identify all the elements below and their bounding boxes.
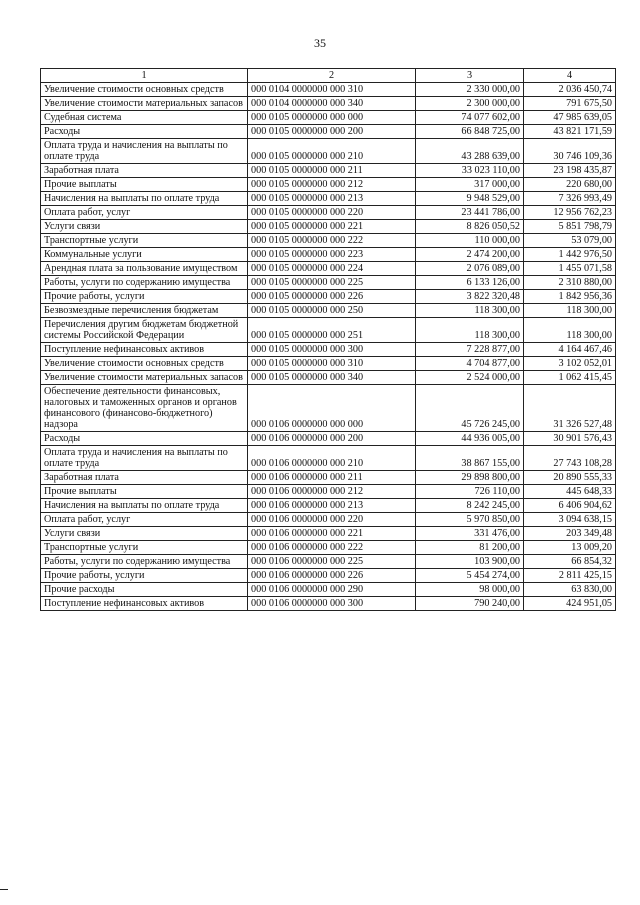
row-name-cell: Транспортные услуги [41,234,248,248]
table-row [41,357,616,371]
row-name-cell: Начисления на выплаты по оплате труда [41,192,248,206]
row-plan-cell: 7 228 877,00 [416,343,524,357]
row-code-cell: 000 0106 0000000 000 213 [248,499,416,513]
row-name-cell: Прочие выплаты [41,178,248,192]
row-name-cell: Работы, услуги по содержанию имущества [41,555,248,569]
row-fact-cell: 203 349,48 [524,527,616,541]
row-name-cell: Заработная плата [41,471,248,485]
row-name-cell: Заработная плата [41,164,248,178]
row-code-cell: 000 0106 0000000 000 222 [248,541,416,555]
row-name-cell: Оплата работ, услуг [41,206,248,220]
row-fact-cell: 53 079,00 [524,234,616,248]
row-plan-cell: 74 077 602,00 [416,111,524,125]
table-row [41,206,616,220]
row-fact-cell: 1 842 956,36 [524,290,616,304]
table-row [41,262,616,276]
budget-table [40,68,616,611]
row-code-cell: 000 0105 0000000 000 211 [248,164,416,178]
row-code-cell: 000 0105 0000000 000 212 [248,178,416,192]
row-code-cell: 000 0105 0000000 000 225 [248,276,416,290]
table-row [41,569,616,583]
row-fact-cell: 118 300,00 [524,318,616,343]
table-row [41,485,616,499]
row-name-cell: Увеличение стоимости основных средств [41,83,248,97]
row-fact-cell: 6 406 904,62 [524,499,616,513]
row-plan-cell: 23 441 786,00 [416,206,524,220]
table-header [41,69,616,83]
row-code-cell: 000 0105 0000000 000 000 [248,111,416,125]
row-fact-cell: 43 821 171,59 [524,125,616,139]
row-fact-cell: 1 062 415,45 [524,371,616,385]
row-plan-cell: 4 704 877,00 [416,357,524,371]
row-fact-cell: 47 985 639,05 [524,111,616,125]
row-plan-cell: 118 300,00 [416,304,524,318]
row-fact-cell: 13 009,20 [524,541,616,555]
table-row [41,471,616,485]
row-plan-cell: 45 726 245,00 [416,385,524,432]
row-plan-cell: 3 822 320,48 [416,290,524,304]
row-fact-cell: 31 326 527,48 [524,385,616,432]
row-code-cell: 000 0106 0000000 000 225 [248,555,416,569]
table-row [41,220,616,234]
row-code-cell: 000 0106 0000000 000 220 [248,513,416,527]
row-name-cell: Поступление нефинансовых активов [41,343,248,357]
row-plan-cell: 2 330 000,00 [416,83,524,97]
row-fact-cell: 27 743 108,28 [524,446,616,471]
row-plan-cell: 2 524 000,00 [416,371,524,385]
row-name-cell: Судебная система [41,111,248,125]
row-plan-cell: 790 240,00 [416,597,524,611]
row-fact-cell: 20 890 555,33 [524,471,616,485]
row-fact-cell: 23 198 435,87 [524,164,616,178]
row-name-cell: Безвозмездные перечисления бюджетам [41,304,248,318]
table-row [41,597,616,611]
row-fact-cell: 424 951,05 [524,597,616,611]
row-plan-cell: 726 110,00 [416,485,524,499]
table-row [41,385,616,432]
table-row [41,555,616,569]
row-name-cell: Прочие выплаты [41,485,248,499]
row-fact-cell: 4 164 467,46 [524,343,616,357]
row-plan-cell: 44 936 005,00 [416,432,524,446]
row-name-cell: Перечисления другим бюджетам бюджетной системы Российской Федерации [41,318,248,343]
row-name-cell: Арендная плата за пользование имуществом [41,262,248,276]
row-code-cell: 000 0105 0000000 000 300 [248,343,416,357]
row-fact-cell: 2 036 450,74 [524,83,616,97]
row-plan-cell: 110 000,00 [416,234,524,248]
row-name-cell: Прочие работы, услуги [41,569,248,583]
row-fact-cell: 1 442 976,50 [524,248,616,262]
table-row [41,234,616,248]
row-code-cell: 000 0105 0000000 000 226 [248,290,416,304]
row-code-cell: 000 0106 0000000 000 300 [248,597,416,611]
row-code-cell: 000 0105 0000000 000 340 [248,371,416,385]
row-name-cell: Услуги связи [41,220,248,234]
row-plan-cell: 8 242 245,00 [416,499,524,513]
row-fact-cell: 30 746 109,36 [524,139,616,164]
row-name-cell: Транспортные услуги [41,541,248,555]
table-row [41,371,616,385]
row-fact-cell: 3 094 638,15 [524,513,616,527]
row-plan-cell: 2 076 089,00 [416,262,524,276]
table-row [41,111,616,125]
row-code-cell: 000 0106 0000000 000 212 [248,485,416,499]
row-name-cell: Прочие расходы [41,583,248,597]
table-row [41,276,616,290]
row-plan-cell: 66 848 725,00 [416,125,524,139]
table-row [41,513,616,527]
table-row [41,318,616,343]
row-fact-cell: 12 956 762,23 [524,206,616,220]
row-name-cell: Расходы [41,432,248,446]
row-name-cell: Увеличение стоимости материальных запасов [41,371,248,385]
row-name-cell: Оплата труда и начисления на выплаты по оплате труда [41,139,248,164]
table-row [41,583,616,597]
row-plan-cell: 38 867 155,00 [416,446,524,471]
row-fact-cell: 5 851 798,79 [524,220,616,234]
row-code-cell: 000 0105 0000000 000 220 [248,206,416,220]
row-plan-cell: 317 000,00 [416,178,524,192]
row-plan-cell: 29 898 800,00 [416,471,524,485]
row-code-cell: 000 0106 0000000 000 200 [248,432,416,446]
row-fact-cell: 2 310 880,00 [524,276,616,290]
row-fact-cell: 220 680,00 [524,178,616,192]
row-fact-cell: 66 854,32 [524,555,616,569]
row-fact-cell: 791 675,50 [524,97,616,111]
row-fact-cell: 1 455 071,58 [524,262,616,276]
row-code-cell: 000 0105 0000000 000 221 [248,220,416,234]
row-code-cell: 000 0106 0000000 000 290 [248,583,416,597]
row-code-cell: 000 0105 0000000 000 310 [248,357,416,371]
row-code-cell: 000 0105 0000000 000 222 [248,234,416,248]
row-code-cell: 000 0104 0000000 000 340 [248,97,416,111]
row-name-cell: Обеспечение деятельности финансовых, налоговых и таможенных органов и органов финансового (финансово-бюджетного) надзора [41,385,248,432]
row-plan-cell: 8 826 050,52 [416,220,524,234]
row-name-cell: Работы, услуги по содержанию имущества [41,276,248,290]
row-plan-cell: 9 948 529,00 [416,192,524,206]
row-code-cell: 000 0106 0000000 000 221 [248,527,416,541]
table-row [41,125,616,139]
row-plan-cell: 43 288 639,00 [416,139,524,164]
row-code-cell: 000 0106 0000000 000 211 [248,471,416,485]
row-name-cell: Увеличение стоимости основных средств [41,357,248,371]
table-body [41,83,616,611]
row-plan-cell: 103 900,00 [416,555,524,569]
row-fact-cell: 7 326 993,49 [524,192,616,206]
row-name-cell: Расходы [41,125,248,139]
row-plan-cell: 2 300 000,00 [416,97,524,111]
row-code-cell: 000 0105 0000000 000 224 [248,262,416,276]
row-plan-cell: 5 454 274,00 [416,569,524,583]
row-code-cell: 000 0105 0000000 000 210 [248,139,416,164]
row-fact-cell: 30 901 576,43 [524,432,616,446]
row-name-cell: Поступление нефинансовых активов [41,597,248,611]
margin-mark [0,889,8,890]
row-code-cell: 000 0106 0000000 000 210 [248,446,416,471]
row-fact-cell: 118 300,00 [524,304,616,318]
row-code-cell: 000 0105 0000000 000 250 [248,304,416,318]
table-row [41,432,616,446]
row-plan-cell: 331 476,00 [416,527,524,541]
column-header-3: 3 [416,69,524,83]
table-row [41,499,616,513]
column-header-4: 4 [524,69,616,83]
table-row [41,290,616,304]
row-plan-cell: 33 023 110,00 [416,164,524,178]
page-number: 35 [314,36,326,50]
table-row [41,192,616,206]
row-code-cell: 000 0106 0000000 000 226 [248,569,416,583]
header-row [41,69,616,83]
row-fact-cell: 63 830,00 [524,583,616,597]
row-fact-cell: 3 102 052,01 [524,357,616,371]
row-plan-cell: 2 474 200,00 [416,248,524,262]
row-name-cell: Оплата работ, услуг [41,513,248,527]
row-fact-cell: 2 811 425,15 [524,569,616,583]
row-fact-cell: 445 648,33 [524,485,616,499]
table-row [41,83,616,97]
table-row [41,97,616,111]
table-row [41,164,616,178]
row-plan-cell: 98 000,00 [416,583,524,597]
table-row [41,527,616,541]
table-row [41,304,616,318]
row-plan-cell: 5 970 850,00 [416,513,524,527]
column-header-1: 1 [41,69,248,83]
row-plan-cell: 118 300,00 [416,318,524,343]
row-name-cell: Оплата труда и начисления на выплаты по оплате труда [41,446,248,471]
column-header-2: 2 [248,69,416,83]
row-code-cell: 000 0105 0000000 000 213 [248,192,416,206]
row-name-cell: Увеличение стоимости материальных запасов [41,97,248,111]
row-code-cell: 000 0105 0000000 000 251 [248,318,416,343]
table-row [41,343,616,357]
row-name-cell: Коммунальные услуги [41,248,248,262]
row-code-cell: 000 0104 0000000 000 310 [248,83,416,97]
row-name-cell: Прочие работы, услуги [41,290,248,304]
row-name-cell: Начисления на выплаты по оплате труда [41,499,248,513]
row-code-cell: 000 0106 0000000 000 000 [248,385,416,432]
row-code-cell: 000 0105 0000000 000 200 [248,125,416,139]
table-row [41,541,616,555]
table-row [41,139,616,164]
table-row [41,248,616,262]
row-code-cell: 000 0105 0000000 000 223 [248,248,416,262]
row-plan-cell: 81 200,00 [416,541,524,555]
table-row [41,446,616,471]
table-row [41,178,616,192]
row-plan-cell: 6 133 126,00 [416,276,524,290]
row-name-cell: Услуги связи [41,527,248,541]
